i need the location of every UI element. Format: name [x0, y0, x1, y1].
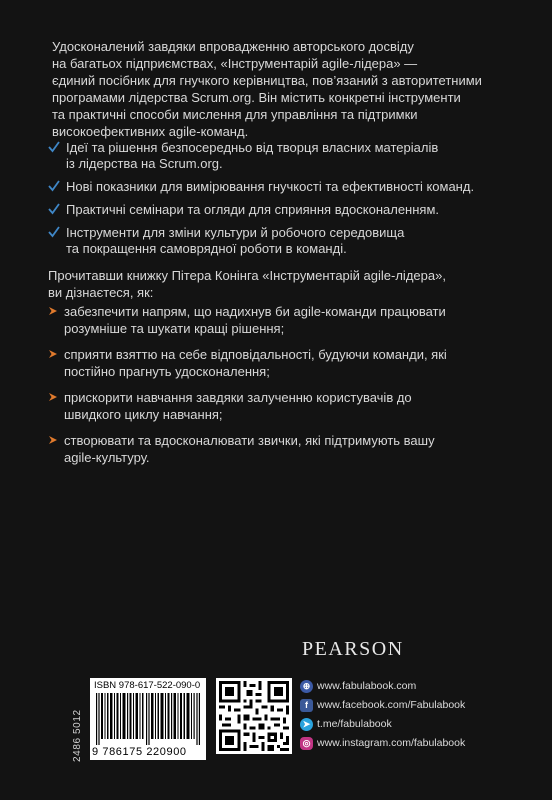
- benefit-item: [48, 389, 518, 423]
- benefit-text: створювати та вдосконалювати звички, які підтримують вашу: [64, 433, 435, 448]
- intro-line: на багатьох підприємствах, «Інструментарій agile-лідера» —: [52, 56, 418, 71]
- intro-line: єдиний посібник для гнучкого керівництва, пов’язаний з авторитетними: [52, 73, 482, 88]
- contact-text: www.fabulabook.com: [317, 680, 417, 692]
- benefit-text: швидкого циклу навчання;: [64, 407, 223, 422]
- feature-item: [48, 140, 518, 172]
- facebook-icon: f: [300, 699, 313, 712]
- benefit-text: розумніше та шукати кращі рішення;: [64, 321, 285, 336]
- intro-line: високоефективних agile-команд.: [52, 124, 249, 139]
- telegram-icon: ➤: [300, 718, 313, 731]
- benefit-item: [48, 303, 518, 337]
- benefit-text: agile-культуру.: [64, 450, 150, 465]
- arrow-right-icon: [48, 349, 58, 359]
- ean-number: 9 786175 220900: [92, 746, 187, 758]
- benefit-text: постійно прагнуть удосконалення;: [64, 364, 270, 379]
- benefit-text: сприяти взяттю на себе відповідальності, будуючи команди, які: [64, 347, 447, 362]
- intro-line: програмами лідерства Scrum.org. Він містить конкретні інструменти: [52, 90, 461, 105]
- benefit-text: забезпечити напрям, що надихнув би agile-команди працювати: [64, 304, 446, 319]
- feature-text: Нові показники для вимірювання гнучкості та ефективності команд.: [66, 179, 475, 194]
- contacts-list: [300, 677, 465, 753]
- barcode-bars: [96, 693, 200, 745]
- benefits-intro-line: Прочитавши книжку Пітера Конінга «Інструментарій agile-лідера»,: [48, 268, 446, 283]
- intro-paragraph: [52, 38, 482, 140]
- feature-text: Інструменти для зміни культури й робочого середовища: [66, 225, 405, 240]
- barcode-side-number: 2486 5012: [72, 709, 83, 762]
- features-list: [48, 140, 518, 264]
- globe-icon: ⊕: [300, 680, 313, 693]
- benefits-intro: [48, 267, 498, 301]
- publisher-logo: PEARSON: [302, 638, 404, 660]
- contact-text: www.instagram.com/fabulabook: [317, 737, 466, 749]
- feature-text: із лідерства на Scrum.org.: [66, 156, 223, 171]
- feature-text: Практичні семінари та огляди для сприяння вдосконаленням.: [66, 202, 440, 217]
- isbn-text: ISBN 978-617-522-090-0: [94, 680, 201, 691]
- checkmark-icon: [48, 203, 60, 215]
- feature-text: та покращення самоврядної роботи в команді.: [66, 241, 347, 256]
- contact-telegram[interactable]: [300, 715, 465, 734]
- contact-text: www.facebook.com/Fabulabook: [317, 699, 466, 711]
- checkmark-icon: [48, 226, 60, 238]
- contact-website[interactable]: [300, 677, 465, 696]
- arrow-right-icon: [48, 306, 58, 316]
- benefits-intro-line: ви дізнаєтеся, як:: [48, 285, 154, 300]
- contact-facebook[interactable]: [300, 696, 465, 715]
- checkmark-icon: [48, 141, 60, 153]
- qr-code-pattern: [216, 678, 292, 754]
- qr-code[interactable]: [216, 678, 292, 754]
- intro-line: Удосконалений завдяки впровадженню авторського досвіду: [52, 39, 414, 54]
- contact-instagram[interactable]: [300, 734, 465, 753]
- benefit-item: [48, 432, 518, 466]
- arrow-right-icon: [48, 392, 58, 402]
- feature-text: Ідеї та рішення безпосередньо від творця власних матеріалів: [66, 140, 439, 155]
- arrow-right-icon: [48, 435, 58, 445]
- benefit-item: [48, 346, 518, 380]
- contact-text: t.me/fabulabook: [317, 718, 392, 730]
- intro-line: та практичні способи мислення для управління та підтримки: [52, 107, 418, 122]
- benefits-list: [48, 303, 518, 475]
- feature-item: [48, 179, 518, 195]
- instagram-icon: ◎: [300, 737, 313, 750]
- checkmark-icon: [48, 180, 60, 192]
- feature-item: [48, 202, 518, 218]
- benefit-text: прискорити навчання завдяки залученню користувачів до: [64, 390, 412, 405]
- feature-item: [48, 225, 518, 257]
- barcode: [90, 678, 206, 760]
